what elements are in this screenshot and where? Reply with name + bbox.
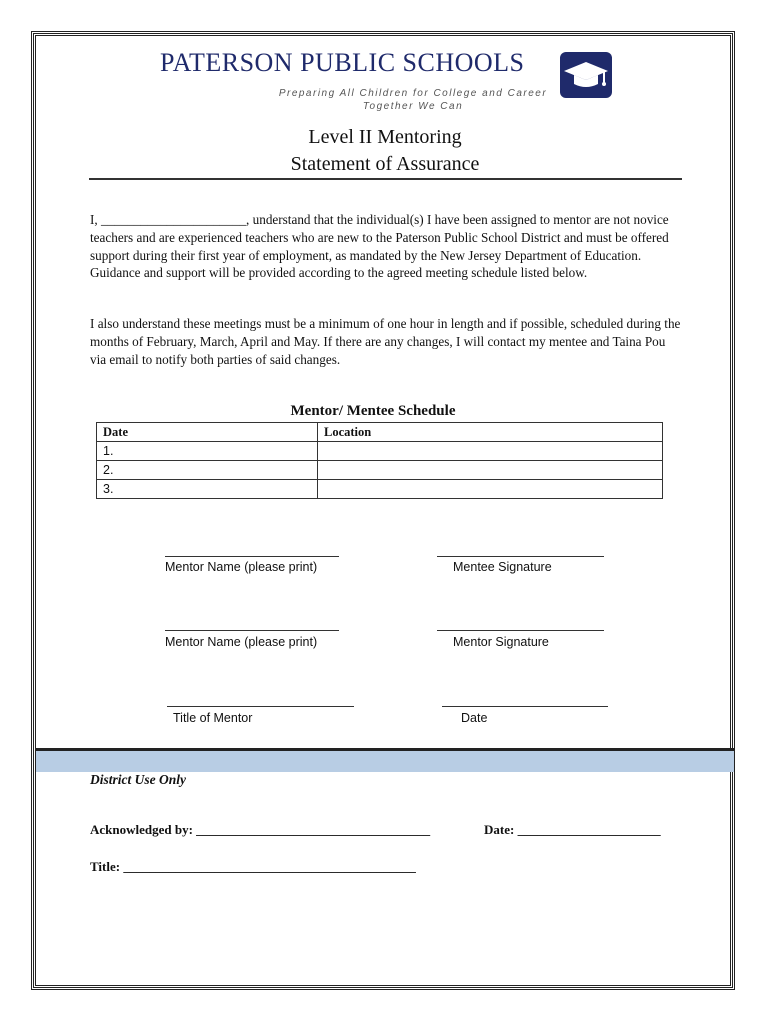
location-cell[interactable] — [318, 461, 663, 480]
date-label: Date — [461, 711, 488, 725]
title-of-mentor-line[interactable] — [167, 706, 354, 707]
schedule-table — [96, 422, 663, 499]
assurance-paragraph-2: I also understand these meetings must be a minimum of one hour in length and if possible, scheduled during the months of February, March, April and May. If there are any changes, I will contact my mentee and Taina Pou via email to notify both parties of said changes. — [90, 316, 681, 367]
schedule-title: Mentor/ Mentee Schedule — [290, 403, 456, 419]
graduation-cap-icon — [560, 52, 612, 98]
mentee-signature-line[interactable] — [437, 556, 604, 557]
table-header-row — [97, 423, 663, 442]
mentor-name-line-1[interactable] — [165, 556, 339, 557]
district-date-field[interactable]: Date: ______________________ — [484, 822, 661, 837]
assurance-paragraph-1: I, ______________________, understand that the individual(s) I have been assigned to mentor are not novice teachers and are experienced teachers who are new to the Paterson Public School District and must be offered support during their first year of employment, as mandated by the New Jersey Department of Education. Guidance and support will be provided according to the agreed meeting schedule listed below. — [90, 212, 669, 281]
date-cell[interactable]: 3. — [97, 480, 318, 499]
date-line[interactable] — [442, 706, 608, 707]
org-name: PATERSON PUBLIC SCHOOLS — [160, 48, 525, 77]
date-cell[interactable]: 1. — [97, 442, 318, 461]
table-row — [97, 480, 663, 499]
location-cell[interactable] — [318, 442, 663, 461]
mentor-name-label-1: Mentor Name (please print) — [165, 560, 318, 574]
table-row — [97, 461, 663, 480]
tagline-line1: Preparing All Children for College and Career — [278, 88, 548, 99]
tagline-line2: Together We Can — [362, 101, 464, 112]
title-of-mentor-label: Title of Mentor — [173, 711, 253, 725]
district-title-field[interactable]: Title: _____________________________________________ — [90, 859, 416, 874]
mentor-name-line-2[interactable] — [165, 630, 339, 631]
mentor-signature-label: Mentor Signature — [453, 635, 549, 649]
mentee-signature-label: Mentee Signature — [453, 560, 552, 574]
date-cell[interactable]: 2. — [97, 461, 318, 480]
mentor-name-label-2: Mentor Name (please print) — [165, 635, 318, 649]
acknowledged-by-field[interactable]: Acknowledged by: ____________________________________ — [90, 822, 431, 837]
location-cell[interactable] — [318, 480, 663, 499]
district-use-band — [36, 748, 734, 772]
title-divider — [89, 178, 682, 180]
doc-subtitle: Statement of Assurance — [290, 153, 480, 175]
doc-title: Level II Mentoring — [308, 126, 462, 148]
column-header-location: Location — [318, 423, 663, 442]
table-row — [97, 442, 663, 461]
mentor-signature-line[interactable] — [437, 630, 604, 631]
district-use-heading: District Use Only — [90, 772, 186, 787]
column-header-date: Date — [97, 423, 318, 442]
